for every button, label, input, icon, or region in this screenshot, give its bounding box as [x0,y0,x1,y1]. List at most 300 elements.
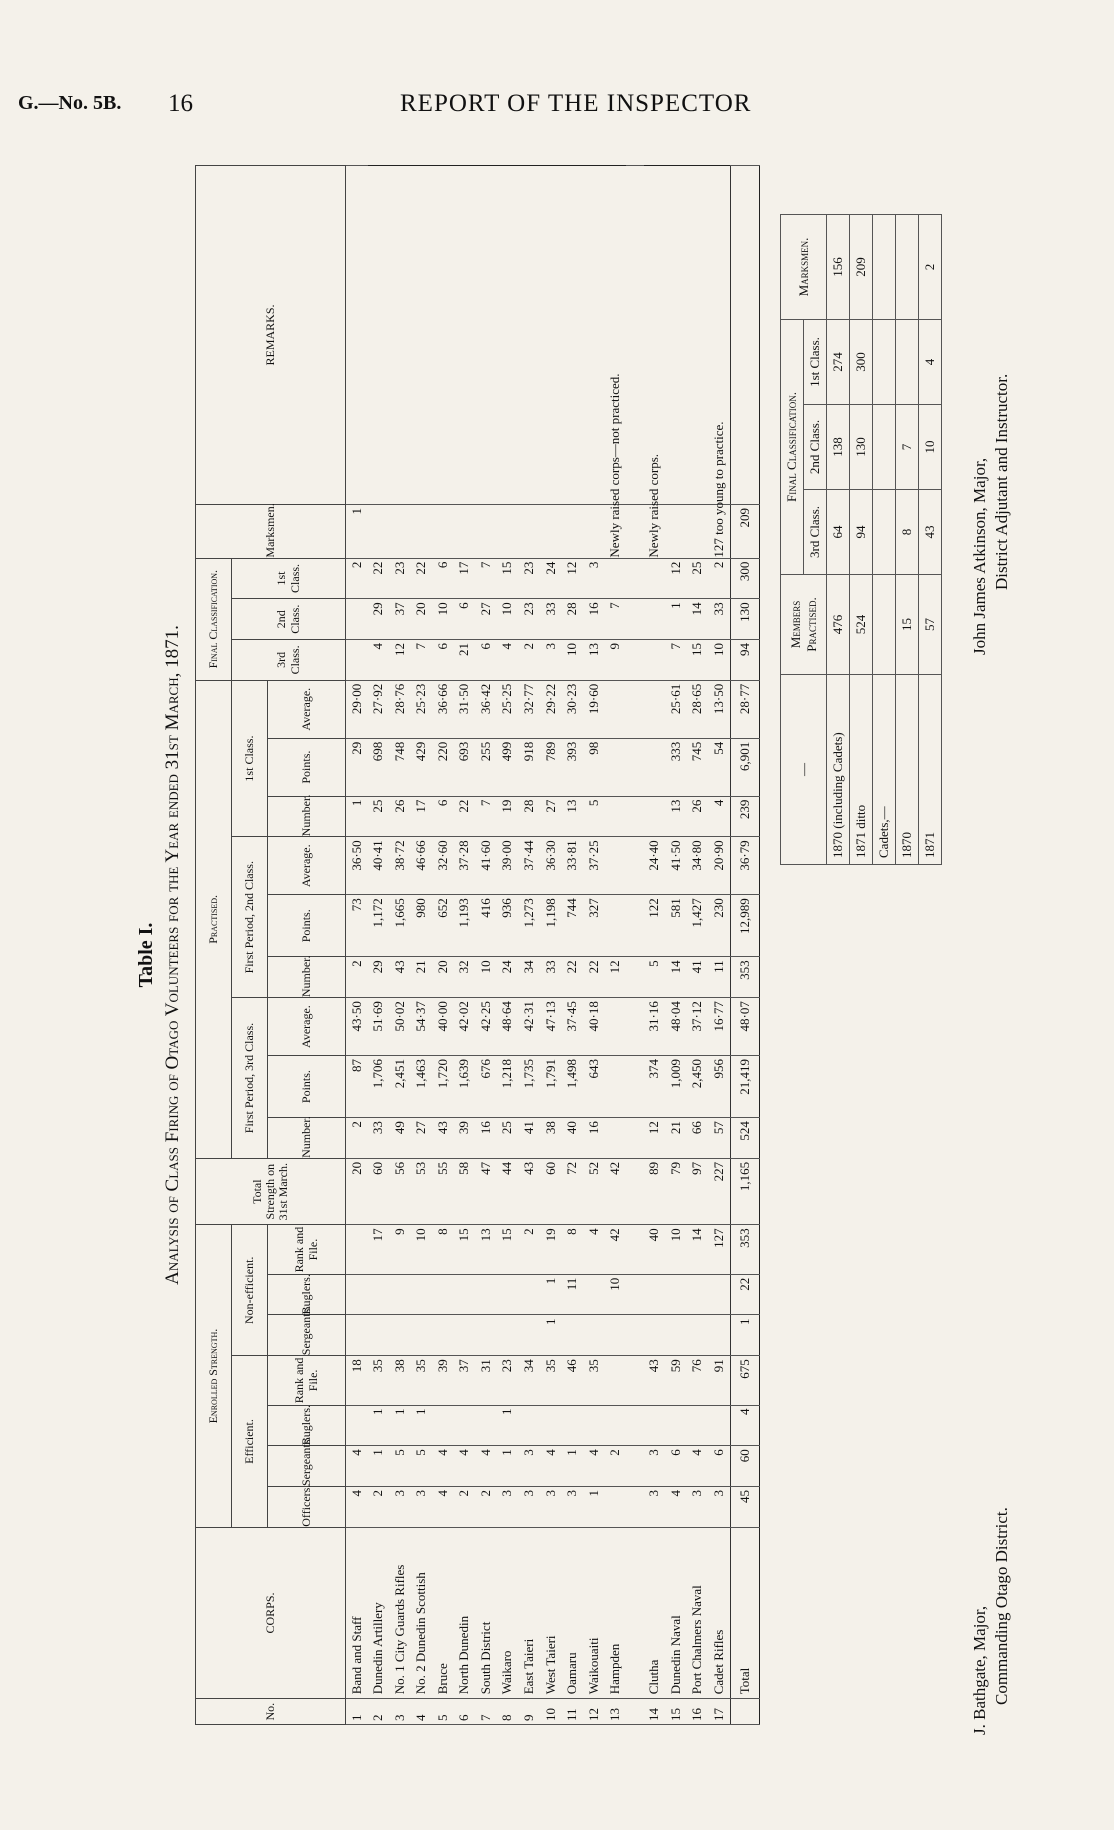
table-cell: 2 [518,1225,540,1274]
table-cell: 58 [454,1158,476,1224]
table-cell [411,504,433,558]
table-cell: 4 [432,1487,454,1528]
table-cell: 33·81 [561,837,583,895]
table-cell: 34·80 [687,837,709,895]
total-cell: 48·07 [730,998,759,1056]
summary-cell: 1870 (including Cadets) [827,675,850,865]
table-cell: 39 [432,1356,454,1405]
table-row [475,166,497,1725]
table-cell: 1,665 [389,895,411,957]
table-row [368,166,390,1725]
table-cell: East Taieri [518,1527,540,1699]
signature-left-title: Commanding Otago District. [992,1507,1011,1705]
summary-col-cl3: 3rd Class. [804,490,827,575]
total-cell: 36·79 [730,837,759,895]
table-cell: 43 [389,957,411,998]
table-cell: 98 [583,738,605,796]
summary-cell: 209 [850,215,873,320]
table-cell: 429 [411,738,433,796]
total-cell: 524 [730,1118,759,1159]
table-cell [604,895,626,957]
summary-row [896,215,919,865]
total-cell: 22 [730,1274,759,1315]
table-cell: 936 [497,895,519,957]
table-cell: 1 [346,504,368,558]
table-cell: 1 [346,796,368,837]
table-cell: 3 [411,1487,433,1528]
table-cell: 16 [583,1118,605,1159]
table-cell: 22 [454,796,476,837]
table-cell: 1,198 [540,895,562,957]
table-cell [411,1315,433,1356]
table-cell: 3 [518,1446,540,1487]
table-cell [583,1274,605,1315]
col-fp3-average: Average. [268,998,346,1056]
summary-cell: 15 [896,575,919,675]
table-cell [665,504,687,558]
table-cell: 2 [346,558,368,599]
summary-cell: 2 [919,215,942,320]
table-cell: 32·60 [432,837,454,895]
table-cell: 676 [475,1056,497,1118]
table-cell [346,1405,368,1446]
table-cell: 4 [687,1446,709,1487]
table-cell: 4 [346,1446,368,1487]
summary-col-label: — [781,675,827,865]
class-firing-table [195,165,760,1725]
table-cell: Port Chalmers Naval [687,1527,709,1699]
summary-col-cl2: 2nd Class. [804,405,827,490]
summary-cell: 476 [827,575,850,675]
table-cell [644,599,666,640]
table-cell [604,1118,626,1159]
summary-cell: 1871 [919,675,942,865]
table-cell: 21 [454,640,476,681]
table-cell: 15 [665,1699,687,1725]
table-cell: 6 [708,1446,730,1487]
table-cell: 8 [432,1225,454,1274]
summary-col-members: Members Practised. [781,575,827,675]
table-cell [368,1315,390,1356]
table-cell: 24·40 [644,837,666,895]
table-cell: 12 [583,1699,605,1725]
table-cell: 1,463 [411,1056,433,1118]
table-cell [346,1315,368,1356]
table-cell: 17 [708,1699,730,1725]
table-cell: 327 [583,895,605,957]
table-cell [561,1405,583,1446]
total-cell [730,166,759,505]
table-cell: 29 [368,957,390,998]
table-cell: 7 [475,1699,497,1725]
col-ne-sergeants: Sergeants. [268,1315,346,1356]
table-cell: 25 [368,796,390,837]
table-cell: 10 [604,1274,626,1315]
table-cell: 40·41 [368,837,390,895]
col-fp2-average: Average. [268,837,346,895]
table-cell: 41·60 [475,837,497,895]
table-cell: 1 [368,1405,390,1446]
table-cell [475,504,497,558]
table-cell: 23 [497,1356,519,1405]
table-cell: 91 [708,1356,730,1405]
table-cell: 24 [497,957,519,998]
table-cell [687,504,709,558]
table-cell: 748 [389,738,411,796]
table-cell: 31 [475,1356,497,1405]
table-cell: 2 [475,1487,497,1528]
table-cell: 79 [665,1158,687,1224]
col-c1-points: Points. [268,738,346,796]
table-cell: 17 [411,796,433,837]
table-cell: 3 [540,1487,562,1528]
signature-right-title: District Adjutant and Instructor. [992,373,1011,590]
table-cell [665,1315,687,1356]
table-cell [475,1274,497,1315]
table-cell: South District [475,1527,497,1699]
table-cell: Newly raised corps. [644,504,666,558]
table-row [708,166,730,1725]
table-cell: 89 [644,1158,666,1224]
summary-cell [896,320,919,405]
table-cell: Oamaru [561,1527,583,1699]
total-cell: 130 [730,599,759,640]
table-cell: 1,427 [687,895,709,957]
table-cell: 60 [540,1158,562,1224]
table-cell: 52 [583,1158,605,1224]
table-cell: 24 [540,558,562,599]
table-cell: 16 [687,1699,709,1725]
table-cell [454,1315,476,1356]
table-cell: 10 [665,1225,687,1274]
table-cell: Cadet Rifles [708,1527,730,1699]
table-cell: 499 [497,738,519,796]
table-cell: 40 [644,1225,666,1274]
table-cell: 4 [708,796,730,837]
table-cell [644,680,666,738]
table-cell: 789 [540,738,562,796]
table-cell: 16·77 [708,998,730,1056]
col-ne-rank-file: Rank and File. [268,1225,346,1274]
table-cell: 5 [411,1446,433,1487]
table-cell: 49 [389,1118,411,1159]
table-cell: 374 [644,1056,666,1118]
table-row [665,166,687,1725]
table-cell: 19 [540,1225,562,1274]
table-cell: 42·02 [454,998,476,1056]
table-cell: 1,720 [432,1056,454,1118]
table-cell: 1,791 [540,1056,562,1118]
table-cell [583,1405,605,1446]
table-cell [346,1225,368,1274]
table-cell: 42·31 [518,998,540,1056]
table-cell: 7 [475,558,497,599]
col-cl3: 3rd Class. [232,640,346,681]
table-cell: Waikouaiti [583,1527,605,1699]
table-cell: 26 [687,796,709,837]
table-cell [604,1487,626,1528]
table-cell: 255 [475,738,497,796]
table-cell [540,1405,562,1446]
page-number: 16 [168,90,193,117]
table-cell [644,558,666,599]
table-cell: 38·72 [389,837,411,895]
table-cell [475,1315,497,1356]
table-cell [687,1315,709,1356]
table-cell: 918 [518,738,540,796]
table-cell: 4 [368,640,390,681]
total-cell: 21,419 [730,1056,759,1118]
table-caption: Table I. [135,922,157,988]
table-cell: 3 [687,1487,709,1528]
table-cell: 5 [389,1446,411,1487]
total-cell: 28·77 [730,680,759,738]
table-cell: 230 [708,895,730,957]
page-header [0,0,1114,150]
col-remarks: REMARKS. [196,166,346,505]
table-cell [561,1315,583,1356]
col-fp2-points: Points. [268,895,346,957]
table-cell: 37 [389,599,411,640]
table-cell: 28 [561,599,583,640]
table-cell: 27 [475,599,497,640]
table-cell [604,1315,626,1356]
table-cell: 693 [454,738,476,796]
col-total-strength: Total Strength on 31st March. [196,1158,346,1224]
col-sergeants: Sergeants. [268,1446,346,1487]
table-cell: 39·00 [497,837,519,895]
table-cell: 30·23 [561,680,583,738]
table-cell: 23 [389,558,411,599]
table-cell: 26 [389,796,411,837]
col-fp2-number: Number. [268,957,346,998]
table-cell: 35 [368,1356,390,1405]
table-cell: 2,451 [389,1056,411,1118]
table-cell: 7 [411,640,433,681]
table-cell: 12 [604,957,626,998]
table-cell [687,1405,709,1446]
table-cell: 2 [368,1699,390,1725]
table-cell: 6 [432,796,454,837]
table-cell: 47·13 [540,998,562,1056]
summary-row [919,215,942,865]
table-cell: 13·50 [708,680,730,738]
table-cell: 22 [368,558,390,599]
table-cell: 15 [454,1225,476,1274]
table-cell: 11 [561,1274,583,1315]
table-cell: 43·50 [346,998,368,1056]
col-fp3-number: Number. [268,1118,346,1159]
summary-cell: 94 [850,490,873,575]
table-cell: 18 [346,1356,368,1405]
table-cell: 20 [346,1158,368,1224]
table-cell: 36·30 [540,837,562,895]
table-cell [604,1405,626,1446]
total-cell [730,1699,759,1725]
col-efficient: Efficient. [232,1356,268,1528]
table-cell: 42 [604,1225,626,1274]
table-cell: 20 [411,599,433,640]
table-cell: 2 [454,1487,476,1528]
table-cell [497,1274,519,1315]
table-cell: 3 [540,640,562,681]
table-cell: 1,498 [561,1056,583,1118]
table-cell [432,1405,454,1446]
table-cell: 37 [454,1356,476,1405]
table-cell: No. 2 Dunedin Scottish [411,1527,433,1699]
table-cell: 32 [454,957,476,998]
table-cell: 59 [665,1356,687,1405]
table-cell [604,738,626,796]
table-cell: 51·69 [368,998,390,1056]
table-row [604,166,626,1725]
table-cell: 14 [665,957,687,998]
table-cell [604,998,626,1056]
table-cell: 43 [518,1158,540,1224]
table-cell [389,1315,411,1356]
table-cell: 1,193 [454,895,476,957]
table-cell: 3 [389,1699,411,1725]
table-cell [708,1315,730,1356]
table-cell: 76 [687,1356,709,1405]
table-cell: No. 1 City Guards Rifles [389,1527,411,1699]
table-cell: 17 [368,1225,390,1274]
table-cell: 6 [432,558,454,599]
table-cell: 33 [368,1118,390,1159]
table-cell: 41 [518,1118,540,1159]
table-cell [708,1405,730,1446]
table-cell [454,1405,476,1446]
table-cell: 35 [411,1356,433,1405]
table-cell: Newly raised corps—not practiced. [604,504,626,558]
table-cell: 25 [687,558,709,599]
table-cell: 19·60 [583,680,605,738]
table-cell: 22 [583,957,605,998]
table-cell: 29·00 [346,680,368,738]
table-cell: 72 [561,1158,583,1224]
summary-cell [873,575,896,675]
table-cell: 10 [540,1699,562,1725]
table-cell: 4 [583,1225,605,1274]
total-cell: 209 [730,504,759,558]
page-title: REPORT OF THE INSPECTOR [400,90,752,117]
summary-cell: 64 [827,490,850,575]
table-cell: 57 [708,1118,730,1159]
table-cell: 36·42 [475,680,497,738]
table-cell: 14 [644,1699,666,1725]
table-cell [497,504,519,558]
total-cell: 353 [730,957,759,998]
table-cell: 32·77 [518,680,540,738]
table-cell: 13 [604,1699,626,1725]
table-cell [368,504,390,558]
table-cell [518,1405,540,1446]
table-cell: 14 [687,599,709,640]
table-cell: 1 [561,1446,583,1487]
table-cell: 54·37 [411,998,433,1056]
table-cell: 643 [583,1056,605,1118]
col-c1-average: Average. [268,680,346,738]
summary-row [827,215,850,865]
table-cell [346,166,368,505]
table-cell: 956 [708,1056,730,1118]
table-cell: 21 [665,1118,687,1159]
table-cell: 3 [644,1446,666,1487]
col-ne-buglers: Buglers. [268,1274,346,1315]
table-cell: 10 [497,599,519,640]
table-cell: 41·50 [665,837,687,895]
table-cell: Hampden [604,1527,626,1699]
table-cell: 47 [475,1158,497,1224]
summary-col-marksmen: Marksmen. [781,215,827,320]
table-cell: 4 [497,640,519,681]
table-cell: 4 [583,1446,605,1487]
table-cell: 34 [518,957,540,998]
table-cell: 3 [497,1487,519,1528]
table-cell: 36·50 [346,837,368,895]
document-code: G.—No. 5B. [18,92,122,114]
table-cell: 29·22 [540,680,562,738]
total-row [730,166,759,1725]
table-cell: Band and Staff [346,1527,368,1699]
table-cell [708,1274,730,1315]
table-cell [583,1315,605,1356]
table-cell: 1,735 [518,1056,540,1118]
col-cl2: 2nd Class. [232,599,346,640]
total-cell: 675 [730,1356,759,1405]
table-cell: 9 [389,1225,411,1274]
table-cell: 6 [432,640,454,681]
table-cell: 10 [411,1225,433,1274]
table-cell: 652 [432,895,454,957]
total-cell: 239 [730,796,759,837]
col-enrolled: Enrolled Strength. [196,1225,232,1527]
table-cell: 17 [454,558,476,599]
table-cell: 37·12 [687,998,709,1056]
table-cell: 980 [411,895,433,957]
table-cell [644,640,666,681]
table-cell: 53 [411,1158,433,1224]
table-cell: 37·45 [561,998,583,1056]
table-cell: 28·76 [389,680,411,738]
table-cell: 66 [687,1118,709,1159]
table-cell: 6 [454,599,476,640]
summary-cell: 130 [850,405,873,490]
table-cell: 1 [540,1274,562,1315]
summary-row [873,215,896,865]
table-cell: 25·25 [497,680,519,738]
table-cell: 3 [518,1487,540,1528]
table-cell: 20 [432,957,454,998]
table-cell [432,1274,454,1315]
table-cell [583,504,605,558]
table-cell: 8 [497,1699,519,1725]
table-cell: 15 [687,640,709,681]
total-cell: 45 [730,1487,759,1528]
table-cell [604,1356,626,1405]
table-cell: 2 [346,1118,368,1159]
table-cell: 9 [604,640,626,681]
table-cell [604,558,626,599]
table-cell: 2 [346,957,368,998]
table-cell: Bruce [432,1527,454,1699]
table-cell: 37·44 [518,837,540,895]
table-cell: 36·66 [432,680,454,738]
table-cell: 3 [644,1487,666,1528]
table-cell: 13 [583,640,605,681]
table-cell: 27·92 [368,680,390,738]
table-cell: 1,273 [518,895,540,957]
